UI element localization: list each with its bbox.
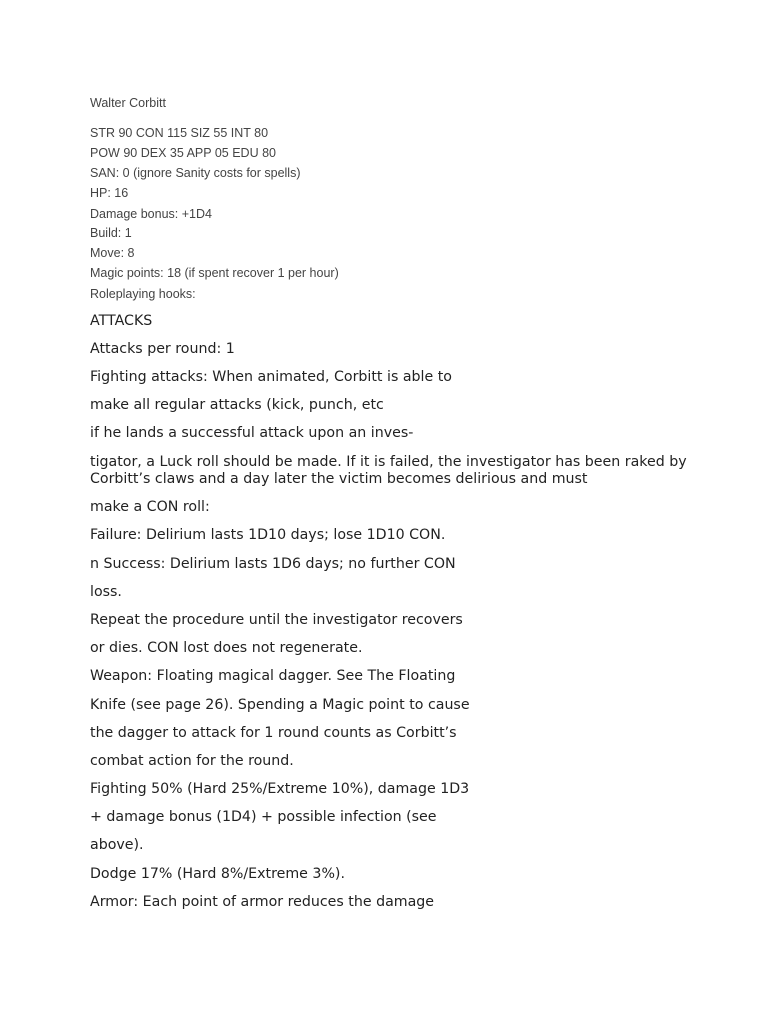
body-line: loss.: [90, 584, 122, 600]
body-line: Fighting 50% (Hard 25%/Extreme 10%), damage 1D3: [90, 781, 470, 797]
body-line: + damage bonus (1D4) + possible infection (see: [90, 809, 437, 825]
magic-points-line: Magic points: 18 (if spent recover 1 per hour): [90, 266, 339, 280]
stats-line-2: POW 90 DEX 35 APP 05 EDU 80: [90, 146, 276, 160]
body-line: Fighting attacks: When animated, Corbitt is able to: [90, 369, 452, 385]
body-line: Knife (see page 26). Spending a Magic point to cause: [90, 697, 470, 713]
body-paragraph: tigator, a Luck roll should be made. If it is failed, the investigator has been raked by Corbitt’s claws and a day later the victim becomes delirious and must: [90, 454, 687, 487]
roleplaying-hooks-line: Roleplaying hooks:: [90, 287, 196, 301]
stats-line-1: STR 90 CON 115 SIZ 55 INT 80: [90, 126, 269, 140]
body-line: Armor: Each point of armor reduces the damage: [90, 894, 435, 910]
body-line: Failure: Delirium lasts 1D10 days; lose 1D10 CON.: [90, 527, 446, 543]
damage-bonus-line: Damage bonus: +1D4: [90, 207, 212, 221]
body-line: Dodge 17% (Hard 8%/Extreme 3%).: [90, 866, 345, 882]
body-line: Attacks per round: 1: [90, 341, 235, 357]
sanity-line: SAN: 0 (ignore Sanity costs for spells): [90, 166, 301, 180]
hp-line: HP: 16: [90, 186, 129, 200]
body-line: above).: [90, 837, 144, 853]
body-line: or dies. CON lost does not regenerate.: [90, 640, 363, 656]
body-line: Repeat the procedure until the investigator recovers: [90, 612, 463, 628]
body-line: make a CON roll:: [90, 499, 210, 515]
body-line: the dagger to attack for 1 round counts as Corbitt’s: [90, 725, 457, 741]
body-line: combat action for the round.: [90, 753, 294, 769]
character-name: Walter Corbitt: [90, 96, 166, 110]
move-line: Move: 8: [90, 246, 135, 260]
body-line: Weapon: Floating magical dagger. See The Floating: [90, 668, 456, 684]
body-line: n Success: Delirium lasts 1D6 days; no further CON: [90, 556, 456, 572]
attacks-heading: ATTACKS: [90, 313, 153, 329]
body-line: if he lands a successful attack upon an inves-: [90, 425, 414, 441]
body-line: make all regular attacks (kick, punch, etc: [90, 397, 384, 413]
build-line: Build: 1: [90, 226, 132, 240]
